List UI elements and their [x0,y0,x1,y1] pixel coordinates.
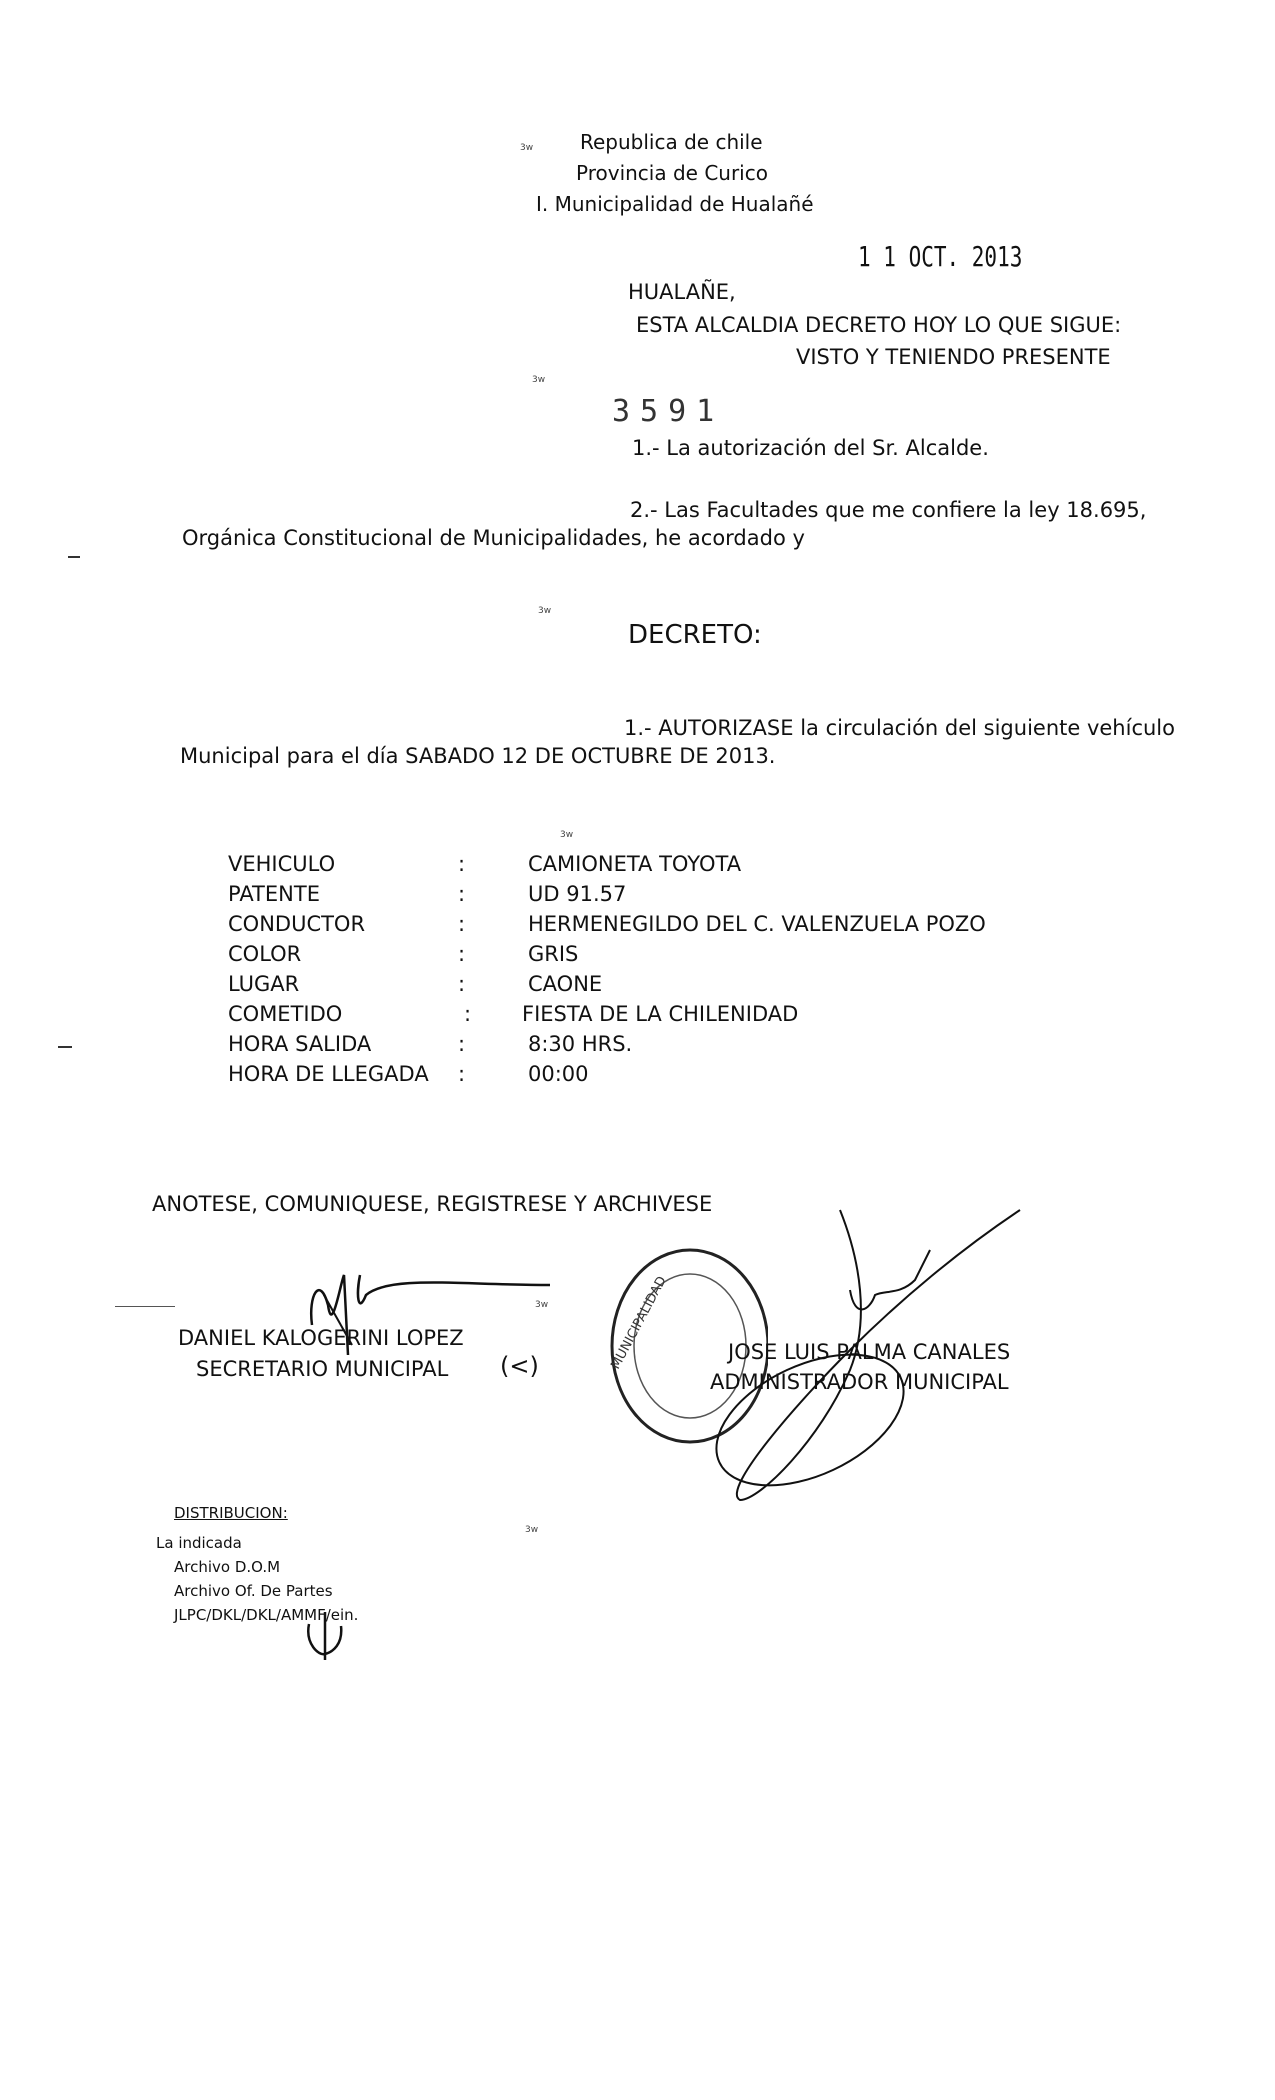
visto-line: VISTO Y TENIENDO PRESENTE [796,345,1111,369]
consideration-1: 1.- La autorización del Sr. Alcalde. [632,436,989,460]
initials-mark-icon [303,1610,347,1662]
article-1-line2: Municipal para el día SABADO 12 DE OCTUBRE DE 2013. [180,744,776,768]
distribution-item: La indicada [156,1534,242,1552]
date-stamp: 1 1 OCT. 2013 [858,240,1023,273]
vehicle-table-value: 00:00 [528,1062,589,1086]
vehicle-table-label: COMETIDO [228,1002,343,1026]
signature-line [115,1306,175,1307]
scan-mark: 3w [560,830,574,840]
left-signatory-name: DANIEL KALOGERINI LOPEZ [178,1326,464,1350]
distribution-item: Archivo D.O.M [174,1558,281,1576]
header-province: Provincia de Curico [576,161,768,185]
distribution-heading: DISTRIBUCION: [174,1504,288,1522]
vehicle-table-separator: : [458,852,466,876]
vehicle-table-separator: : [458,1032,466,1056]
vehicle-table-value: CAMIONETA TOYOTA [528,852,742,876]
header-municipality: I. Municipalidad de Hualañé [536,192,814,216]
vehicle-table-label: PATENTE [228,882,320,906]
margin-dash [58,1046,72,1048]
decree-number: 3591 [612,394,725,429]
header-republic: Republica de chile [580,130,763,154]
closing-formula: ANOTESE, COMUNIQUESE, REGISTRESE Y ARCHIVESE [152,1192,713,1216]
place-name: HUALAÑE, [628,280,736,304]
right-signatory-name: JOSE LUIS PALMA CANALES [728,1340,1011,1364]
scan-mark: 3w [535,1300,549,1310]
vehicle-table-value: GRIS [528,942,579,966]
vehicle-table-value: CAONE [528,972,603,996]
margin-dash [68,556,80,558]
left-signatory-title: SECRETARIO MUNICIPAL [196,1357,449,1381]
vehicle-table-label: LUGAR [228,972,300,996]
vehicle-table-label: HORA SALIDA [228,1032,372,1056]
vehicle-table-separator: : [458,912,466,936]
vehicle-table-label: HORA DE LLEGADA [228,1062,429,1086]
vehicle-table-separator: : [464,1002,472,1026]
right-signatory-title: ADMINISTRADOR MUNICIPAL [710,1370,1009,1394]
vehicle-table-separator: : [458,1062,466,1086]
decreto-heading: DECRETO: [628,620,762,650]
vehicle-table-label: CONDUCTOR [228,912,366,936]
article-1-line1: 1.- AUTORIZASE la circulación del siguiente vehículo [624,716,1175,740]
consideration-2-line2: Orgánica Constitucional de Municipalidades, he acordado y [182,526,805,550]
distribution-item: JLPC/DKL/DKL/AMMF/ein. [174,1606,359,1624]
vehicle-table-separator: : [458,942,466,966]
seal-lettering: MUNICIPALIDAD [608,1274,670,1372]
scan-mark: 3w [538,606,552,616]
consideration-2-line1: 2.- Las Facultades que me confiere la ley 18.695, [630,498,1147,522]
intro-line: ESTA ALCALDIA DECRETO HOY LO QUE SIGUE: [636,313,1122,337]
distribution-item: Archivo Of. De Partes [174,1582,333,1600]
vehicle-table-value: UD 91.57 [528,882,627,906]
vehicle-table-value: 8:30 HRS. [528,1032,633,1056]
vehicle-table-value: HERMENEGILDO DEL C. VALENZUELA POZO [528,912,986,936]
vehicle-table-separator: : [458,882,466,906]
scan-mark: 3w [532,375,546,385]
vehicle-table-label: COLOR [228,942,302,966]
vehicle-table-separator: : [458,972,466,996]
scan-mark: 3w [520,143,534,153]
vehicle-table-label: VEHICULO [228,852,336,876]
scan-mark: 3w [525,1525,539,1535]
vehicle-table-value: FIESTA DE LA CHILENIDAD [522,1002,799,1026]
parenthesis-mark: (<) [500,1352,539,1380]
